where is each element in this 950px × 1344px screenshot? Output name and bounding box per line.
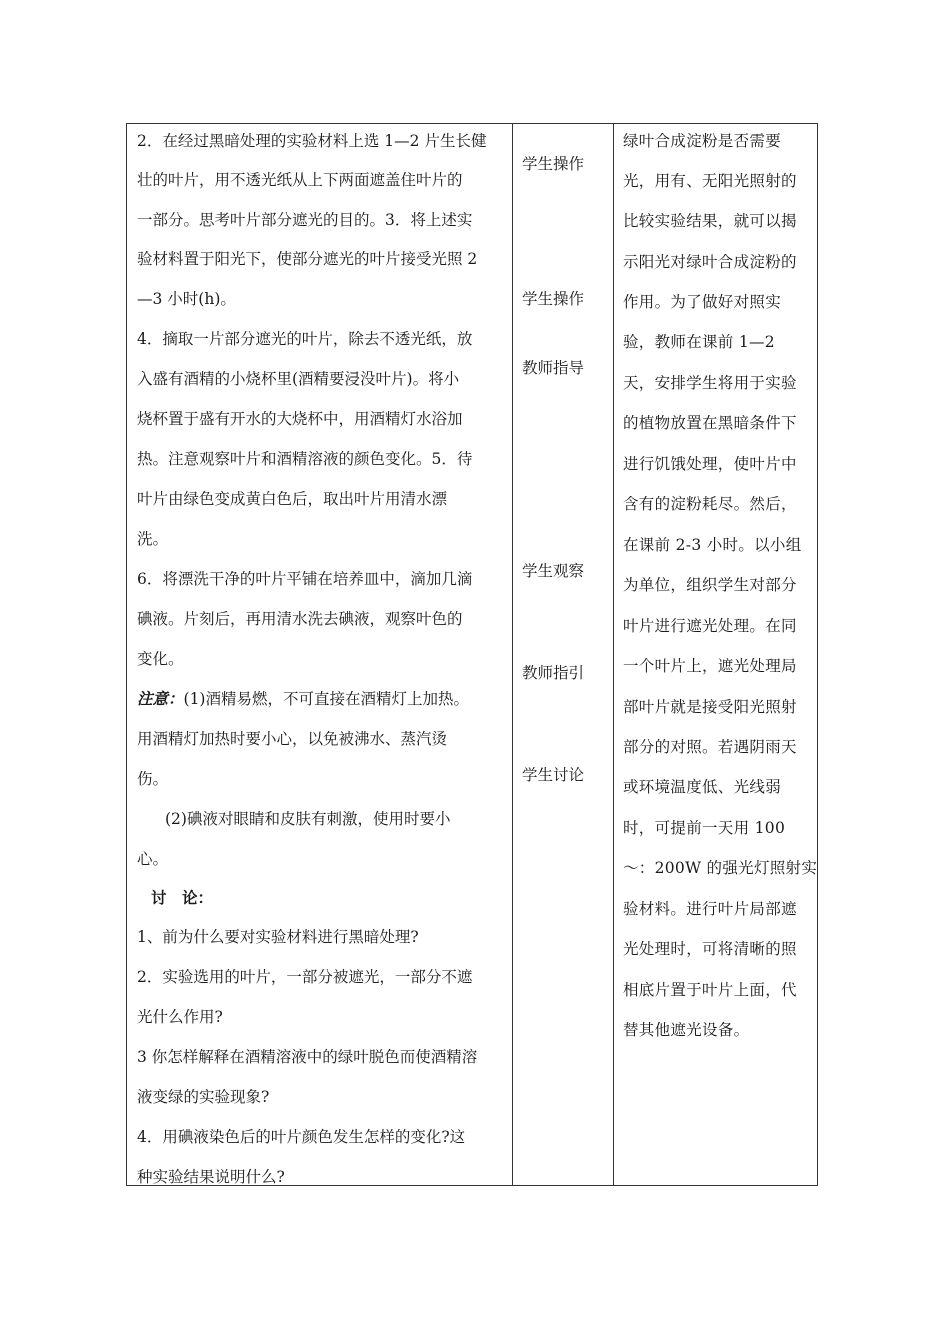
activity-label: 学生讨论 (522, 766, 585, 784)
procedure-line: 2．在经过黑暗处理的实验材料上选 1—2 片生长健 (137, 132, 487, 150)
activity-label: 教师指引 (522, 664, 585, 682)
procedure-line: 叶片由绿色变成黄白色后，取出叶片用清水漂 (137, 490, 448, 508)
rationale-line: 作用。为了做好对照实 (623, 293, 782, 311)
rationale-line: 为单位，组织学生对部分 (623, 576, 797, 594)
note-line (137, 689, 469, 709)
rationale-line: 叶片进行遮光处理。在同 (623, 617, 797, 635)
procedure-line: 洗。 (137, 530, 169, 548)
rationale-line: 相底片置于叶片上面，代 (623, 981, 797, 999)
rationale-line: 光，用有、无阳光照射的 (623, 172, 797, 190)
lesson-table (126, 123, 818, 1186)
activity-label: 学生观察 (522, 562, 585, 580)
rationale-line: 绿叶合成淀粉是否需要 (623, 132, 782, 150)
discussion-line: 2．实验选用的叶片，一部分被遮光，一部分不遮 (137, 968, 473, 986)
procedure-line: 变化。 (137, 650, 184, 668)
rationale-line: 验材料。进行叶片局部遮 (623, 900, 797, 918)
rationale-line: 含有的淀粉耗尽。然后， (623, 495, 797, 513)
rationale-line: ～：200W 的强光灯照射实 (623, 859, 818, 877)
rationale-line: 部分的对照。若遇阴雨天 (623, 738, 797, 756)
note-line: 伤。 (137, 770, 169, 788)
procedure-line: —3 小时(h)。 (137, 290, 236, 308)
discussion-line: 液变绿的实验现象? (137, 1088, 270, 1106)
note-line: 心。 (137, 850, 169, 868)
rationale-line: 或环境温度低、光线弱 (623, 778, 782, 796)
procedure-column (127, 124, 512, 1185)
discussion-line: 光什么作用? (137, 1008, 223, 1026)
discussion-line: 种实验结果说明什么? (137, 1168, 285, 1186)
note-line: (2)碘液对眼睛和皮肤有刺激，使用时要小 (165, 810, 451, 828)
discussion-title: 讨 论： (151, 888, 214, 907)
discussion-line: 1、前为什么要对实验材料进行黑暗处理? (137, 928, 419, 946)
note-line: 用酒精灯加热时要小心，以免被沸水、蒸汽烫 (137, 730, 448, 748)
procedure-line: 4．摘取一片部分遮光的叶片，除去不透光纸，放 (137, 330, 473, 348)
rationale-line: 光处理时，可将清晰的照 (623, 940, 797, 958)
procedure-line: 验材料置于阳光下，使部分遮光的叶片接受光照 2 (137, 250, 478, 268)
activity-label: 教师指导 (522, 359, 585, 377)
activity-label: 学生操作 (522, 290, 585, 308)
note-label: 注意： (137, 689, 184, 708)
discussion-line: 3 你怎样解释在酒精溶液中的绿叶脱色而使酒精溶 (137, 1048, 478, 1066)
rationale-column (614, 124, 819, 1185)
rationale-line: 一个叶片上，遮光处理局 (623, 657, 797, 675)
procedure-line: 入盛有酒精的小烧杯里(酒精要浸没叶片)。将小 (137, 370, 460, 388)
rationale-line: 替其他遮光设备。 (623, 1021, 750, 1039)
activity-column (513, 124, 613, 1185)
rationale-line: 比较实验结果，就可以揭 (623, 212, 797, 230)
activity-label: 学生操作 (522, 155, 585, 173)
rationale-line: 时，可提前一天用 100 (623, 819, 786, 837)
rationale-line: 部叶片就是接受阳光照射 (623, 698, 797, 716)
rationale-line: 验，教师在课前 1—2 (623, 333, 775, 351)
discussion-line: 4．用碘液染色后的叶片颜色发生怎样的变化?这 (137, 1128, 466, 1146)
note-text: (1)酒精易燃，不可直接在酒精灯上加热。 (183, 690, 469, 708)
rationale-line: 在课前 2-3 小时。以小组 (623, 536, 802, 554)
rationale-line: 天，安排学生将用于实验 (623, 374, 797, 392)
procedure-line: 壮的叶片，用不透光纸从上下两面遮盖住叶片的 (137, 171, 463, 189)
rationale-line: 示阳光对绿叶合成淀粉的 (623, 253, 797, 271)
rationale-line: 进行饥饿处理，使叶片中 (623, 455, 797, 473)
procedure-line: 烧杯置于盛有开水的大烧杯中，用酒精灯水浴加 (137, 410, 463, 428)
rationale-line: 的植物放置在黑暗条件下 (623, 414, 797, 432)
procedure-line: 碘液。片刻后，再用清水洗去碘液，观察叶色的 (137, 610, 463, 628)
procedure-line: 热。注意观察叶片和酒精溶液的颜色变化。5．待 (137, 450, 473, 468)
procedure-line: 6．将漂洗干净的叶片平铺在培养皿中，滴加几滴 (137, 570, 473, 588)
procedure-line: 一部分。思考叶片部分遮光的目的。3．将上述实 (137, 211, 473, 229)
